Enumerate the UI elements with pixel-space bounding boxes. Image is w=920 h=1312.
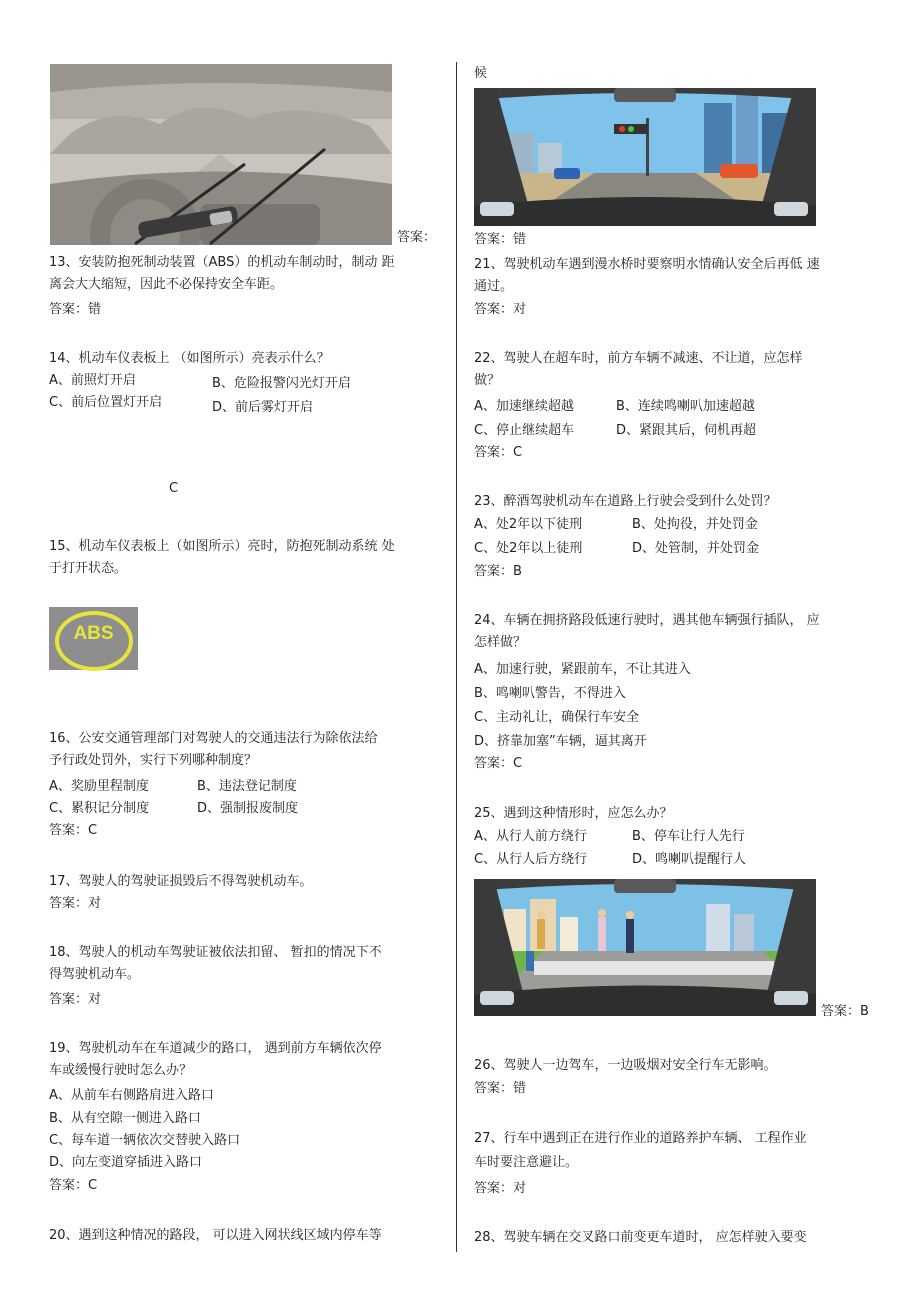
q19-text-line2: 车或缓慢行驶时怎么办？ bbox=[49, 1063, 193, 1078]
q19-text-line1: 19、驾驶机动车在车道减少的路口， 遇到前方车辆依次停 bbox=[49, 1041, 382, 1056]
q22-option-b: B、连续鸣喇叭加速超越 bbox=[616, 399, 755, 414]
q22-answer: 答案：C bbox=[474, 445, 523, 460]
q24-option-b: B、鸣喇叭警告，不得进入 bbox=[474, 686, 626, 701]
q23-option-c: C、处2年以上徒刑 bbox=[474, 541, 583, 556]
q13-text-line1: 13、安装防抱死制动装置（ABS）的机动车制动时，制动 距 bbox=[49, 255, 395, 270]
q13-text-line2: 离会大大缩短，因此不必保持安全车距。 bbox=[49, 277, 284, 292]
q20-text-continuation: 候 bbox=[474, 66, 488, 81]
crossroad-traffic-light-image bbox=[474, 88, 816, 226]
q17-answer: 答案：对 bbox=[49, 896, 102, 911]
q19-option-b: B、从有空隙一侧进入路口 bbox=[49, 1111, 201, 1126]
q25-text: 25、遇到这种情形时，应怎么办？ bbox=[474, 806, 673, 821]
q21-text-line2: 通过。 bbox=[474, 279, 514, 294]
q19-option-a: A、从前车右侧路肩进入路口 bbox=[49, 1088, 214, 1103]
q20-text-line1: 20、遇到这种情况的路段， 可以进入网状线区域内停车等 bbox=[49, 1228, 382, 1243]
q24-answer: 答案：C bbox=[474, 756, 523, 771]
q25-option-b: B、停车让行人先行 bbox=[632, 829, 745, 844]
q22-option-d: D、紧跟其后，伺机再超 bbox=[616, 423, 757, 438]
q24-option-a: A、加速行驶，紧跟前车，不让其进入 bbox=[474, 662, 691, 677]
q22-option-a: A、加速继续超越 bbox=[474, 399, 574, 414]
q19-answer: 答案：C bbox=[49, 1178, 98, 1193]
q25-option-d: D、鸣喇叭提醒行人 bbox=[632, 852, 747, 867]
q24-option-d: D、挤靠加塞”车辆，逼其离开 bbox=[474, 734, 647, 749]
q22-text-line1: 22、驾驶人在超车时，前方车辆不减速、不让道，应怎样 bbox=[474, 351, 803, 366]
q27-text-line1: 27、行车中遇到正在进行作业的道路养护车辆、 工程作业 bbox=[474, 1131, 807, 1146]
q15-text-line1: 15、机动车仪表板上（如图所示）亮时，防抱死制动系统 处 bbox=[49, 539, 395, 554]
q24-text-line1: 24、车辆在拥挤路段低速行驶时，遇其他车辆强行插队， 应 bbox=[474, 613, 820, 628]
column-divider bbox=[456, 62, 457, 1252]
q19-option-d: D、向左变道穿插进入路口 bbox=[49, 1155, 203, 1170]
q22-option-c: C、停止继续超车 bbox=[474, 423, 575, 438]
q25-option-a: A、从行人前方绕行 bbox=[474, 829, 587, 844]
q16-answer: 答案：C bbox=[49, 823, 98, 838]
q16-option-a: A、奖励里程制度 bbox=[49, 779, 149, 794]
q16-text-line1: 16、公安交通管理部门对驾驶人的交通违法行为除依法给 bbox=[49, 731, 378, 746]
q16-text-line2: 予行政处罚外，实行下列哪种制度？ bbox=[49, 753, 258, 768]
q20-answer: 答案：错 bbox=[474, 232, 527, 247]
q16-option-b: B、违法登记制度 bbox=[197, 779, 297, 794]
q21-answer: 答案：对 bbox=[474, 302, 527, 317]
q21-text-line1: 21、驾驶机动车遇到漫水桥时要察明水情确认安全后再低 速 bbox=[474, 257, 820, 272]
q14-text: 14、机动车仪表板上 （如图所示）亮表示什么？ bbox=[49, 351, 330, 366]
pedestrian-crossing-image bbox=[474, 879, 816, 1016]
q14-answer: C bbox=[169, 481, 179, 496]
q23-option-d: D、处管制，并处罚金 bbox=[632, 541, 760, 556]
q25-answer: 答案：B bbox=[821, 1004, 869, 1019]
q25-option-c: C、从行人后方绕行 bbox=[474, 852, 588, 867]
q23-text: 23、醉酒驾驶机动车在道路上行驶会受到什么处罚？ bbox=[474, 494, 777, 509]
abs-icon-label: ABS bbox=[73, 623, 114, 644]
q13-answer: 答案：错 bbox=[49, 302, 102, 317]
q23-option-a: A、处2年以下徒刑 bbox=[474, 517, 583, 532]
q22-text-line2: 做？ bbox=[474, 373, 501, 388]
q18-text-line2: 得驾驶机动车。 bbox=[49, 967, 141, 982]
q24-text-line2: 怎样做？ bbox=[474, 635, 527, 650]
q28-text-line1: 28、驾驶车辆在交叉路口前变更车道时， 应怎样驶入要变 bbox=[474, 1230, 807, 1245]
q23-option-b: B、处拘役，并处罚金 bbox=[632, 517, 758, 532]
q27-text-line2: 车时要注意避让。 bbox=[474, 1155, 579, 1170]
q14-option-d: D、前后雾灯开启 bbox=[212, 400, 314, 415]
q26-text: 26、驾驶人一边驾车，一边吸烟对安全行车无影响。 bbox=[474, 1058, 777, 1073]
rainy-windshield-image bbox=[50, 64, 392, 245]
q14-option-a: A、前照灯开启 bbox=[49, 373, 136, 388]
q12-answer-label: 答案： bbox=[397, 230, 437, 245]
q18-text-line1: 18、驾驶人的机动车驾驶证被依法扣留、 暂扣的情况下不 bbox=[49, 945, 382, 960]
q26-answer: 答案：错 bbox=[474, 1081, 527, 1096]
q14-option-c: C、前后位置灯开启 bbox=[49, 395, 163, 410]
q14-option-b: B、危险报警闪光灯开启 bbox=[212, 376, 351, 391]
abs-warning-icon bbox=[49, 607, 138, 670]
q27-answer: 答案：对 bbox=[474, 1181, 527, 1196]
q15-text-line2: 于打开状态。 bbox=[49, 561, 128, 576]
q23-answer: 答案：B bbox=[474, 564, 522, 579]
q16-option-c: C、累积记分制度 bbox=[49, 801, 150, 816]
q19-option-c: C、每车道一辆依次交替驶入路口 bbox=[49, 1133, 241, 1148]
q18-answer: 答案：对 bbox=[49, 992, 102, 1007]
q24-option-c: C、主动礼让，确保行车安全 bbox=[474, 710, 640, 725]
q16-option-d: D、强制报废制度 bbox=[197, 801, 299, 816]
q17-text: 17、驾驶人的驾驶证损毁后不得驾驶机动车。 bbox=[49, 874, 313, 889]
